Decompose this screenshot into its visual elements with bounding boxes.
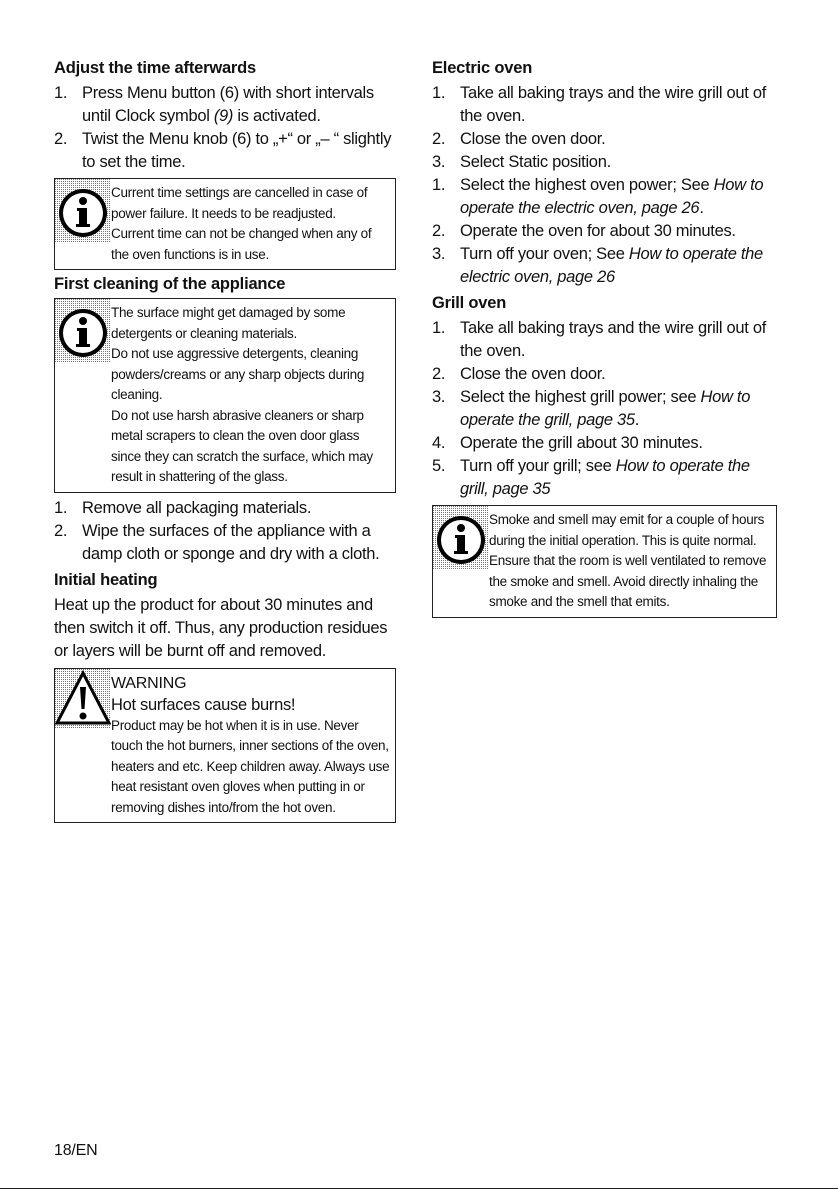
list-item: 2. Close the oven door. [432,365,606,383]
section-title-adjust-time: Adjust the time afterwards [54,59,257,77]
list-item: 3. Select the highest grill power; see How to operate the grill, page 35. [432,388,751,429]
info-note-smoke [432,505,777,618]
warning-subtitle: Hot surfaces cause burns! [111,695,296,714]
list-item: 1. Take all baking trays and the wire grill out of the oven. [432,84,766,125]
note-text: Do not use aggressive detergents, cleaning powders/creams or any sharp objects during cleaning. [111,346,365,402]
warning-box [54,668,396,824]
right-column [432,58,777,622]
list-item: 3. Select Static position. [432,153,611,171]
section-title-grill-oven: Grill oven [432,294,507,312]
list-item: 4. Operate the grill about 30 minutes. [432,434,703,452]
warning-title: WARNING [111,674,187,692]
note-text: Current time settings are cancelled in case of power failure. It needs to be readjusted. [111,185,368,221]
left-column [54,58,396,827]
info-note-time [54,178,396,270]
cleaning-steps [54,497,396,566]
list-item: 3. Turn off your oven; See How to operate the electric oven, page 26 [432,245,763,286]
info-icon [55,179,111,243]
page-number: 18/EN [54,1142,98,1159]
list-item: 2. Operate the oven for about 30 minutes. [432,222,736,240]
footer-rule [0,1188,838,1189]
warning-text: Product may be hot when it is in use. Never touch the hot burners, inner sections of the oven, heaters and etc. Keep children away. Always use heat resistant oven gloves when putting in or removing dishes into/from the hot oven. [111,717,390,815]
grill-steps [432,317,777,501]
section-title-electric-oven: Electric oven [432,59,533,77]
list-item: 1. Select the highest oven power; See How to operate the electric oven, page 26. [432,176,764,217]
section-title-initial-heating: Initial heating [54,570,158,589]
electric-steps [432,82,777,289]
note-text: Current time can not be changed when any of the oven functions is in use. [111,226,372,262]
list-item: 2. Close the oven door. [432,130,606,148]
note-text: Smoke and smell may emit for a couple of hours during the initial operation. This is quite normal. Ensure that the room is well ventilated to remove the smoke and smell. Avoid directly inhaling the smoke and the smell that emits. [489,512,767,609]
list-item: 1. Remove all packaging materials. [54,498,312,517]
note-text: Do not use harsh abrasive cleaners or sharp metal scrapers to clean the oven door glass since they can scratch the surface, which may result in shattering of the glass. [111,407,373,484]
list-item: 5. Turn off your grill; see How to operate the grill, page 35 [432,457,750,498]
heating-paragraph: Heat up the product for about 30 minutes and then switch it off. Thus, any production residues or layers will be burnt off and removed. [54,595,388,660]
warning-triangle-icon [55,669,111,729]
info-icon [433,506,489,570]
info-icon [55,299,111,363]
list-item: 1. Take all baking trays and the wire grill out of the oven. [432,319,766,360]
info-note-cleaning [54,298,396,493]
note-text: The surface might get damaged by some detergents or cleaning materials. [111,305,346,341]
list-item: 2. Wipe the surfaces of the appliance with a damp cloth or sponge and dry with a cloth. [54,521,380,563]
section-title-first-cleaning: First cleaning of the appliance [54,275,286,293]
adjust-steps [54,82,396,174]
list-item: 2. Twist the Menu knob (6) to „+“ or „– “ slightly to set the time. [54,130,392,171]
list-item: 1. Press Menu button (6) with short intervals until Clock symbol (9) is activated. [54,84,374,125]
